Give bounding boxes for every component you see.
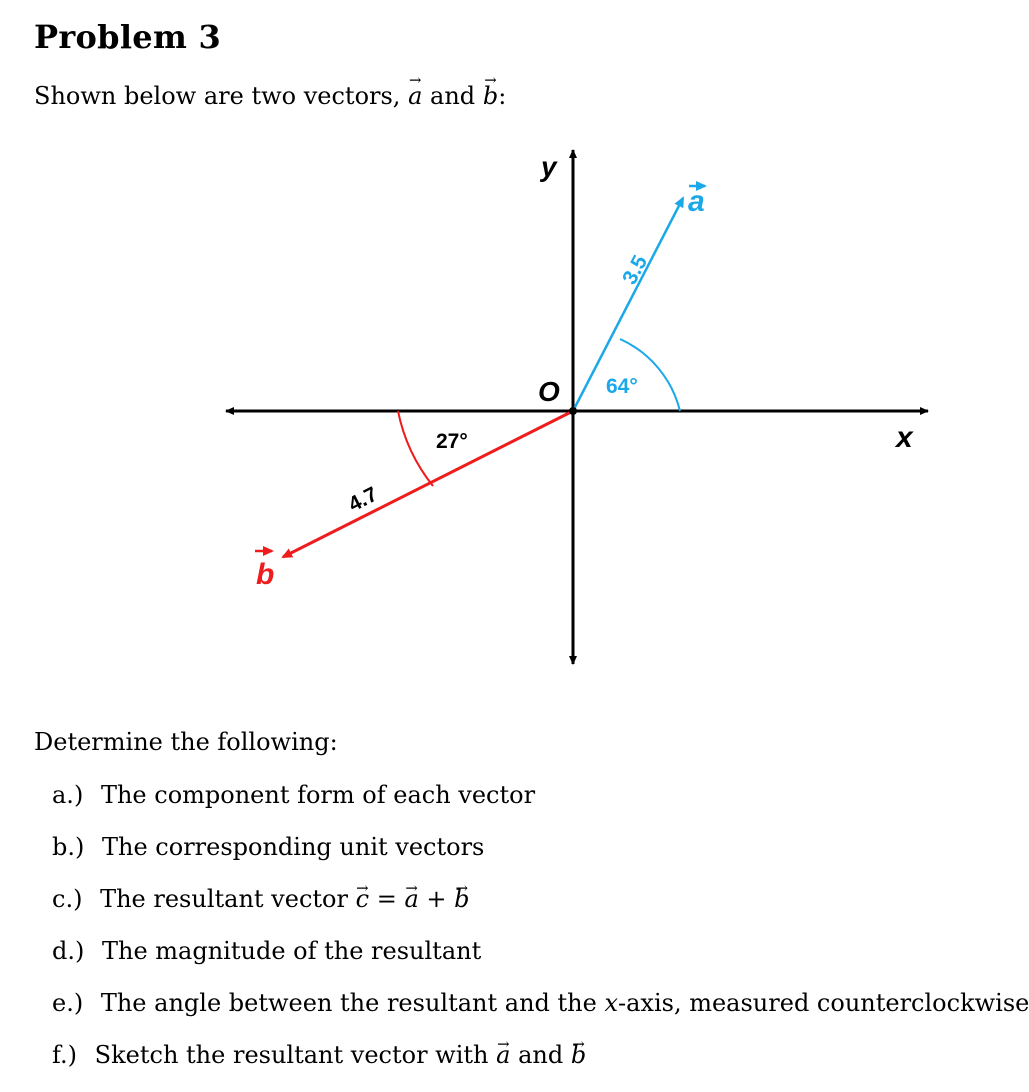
question-item: [52, 780, 1029, 832]
vector-b-line: [283, 411, 573, 557]
problem-title: Problem 3: [34, 18, 222, 56]
origin-label: O: [538, 376, 560, 407]
question-letter: d.): [52, 937, 85, 965]
question-text: The corresponding unit vectors: [102, 833, 485, 861]
question-list: [52, 780, 1029, 1092]
angle-arc-b: [398, 411, 433, 486]
vector-c-symbol: → c: [356, 884, 369, 914]
question-text: Sketch the resultant vector with: [94, 1041, 489, 1069]
question-text: The component form of each vector: [100, 781, 536, 809]
question-item: [52, 832, 1029, 884]
magnitude-b-label: 4.7: [344, 482, 382, 517]
equals-sign: =: [376, 885, 397, 913]
vector-a-symbol: → a: [408, 82, 422, 110]
magnitude-a-label: 3.5: [618, 251, 653, 289]
angle-a-label: 64°: [606, 375, 638, 398]
question-text: The magnitude of the resultant: [102, 937, 482, 965]
question-item: [52, 1040, 1029, 1092]
questions-prompt: Determine the following:: [34, 728, 338, 756]
y-axis-label: y: [541, 151, 557, 182]
question-item: [52, 988, 1029, 1040]
question-text-end: -axis, measured counterclockwise: [618, 989, 1029, 1017]
vector-b-label: [255, 551, 274, 591]
vector-a-symbol: → a: [404, 884, 418, 914]
question-letter: f.): [52, 1041, 78, 1069]
vector-b-symbol: → b: [454, 884, 469, 914]
question-text: The angle between the resultant and the: [100, 989, 597, 1017]
vector-b-symbol: → b: [571, 1040, 586, 1070]
vector-b-letter: b: [256, 558, 275, 591]
question-text: The resultant vector: [100, 885, 348, 913]
vector-diagram: [0, 140, 976, 670]
intro-and: and: [430, 82, 476, 110]
vector-b-symbol: → b: [483, 82, 498, 110]
plus-sign: +: [426, 885, 447, 913]
question-letter: e.): [52, 989, 84, 1017]
question-item: [52, 936, 1029, 988]
vector-a-letter: a: [688, 185, 705, 218]
question-letter: b.): [52, 833, 85, 861]
x-axis-symbol: x: [604, 989, 619, 1017]
question-letter: c.): [52, 885, 83, 913]
problem-intro: [34, 82, 506, 110]
question-letter: a.): [52, 781, 84, 809]
question-item: [52, 884, 1029, 936]
angle-b-label: 27°: [436, 430, 468, 453]
intro-colon: :: [498, 82, 507, 110]
vector-a-label: [688, 185, 705, 218]
question-and: and: [518, 1041, 564, 1069]
vector-a-symbol: → a: [496, 1040, 510, 1070]
origin-point: [569, 407, 577, 415]
x-axis-label: x: [896, 421, 913, 454]
intro-text: Shown below are two vectors,: [34, 82, 401, 110]
